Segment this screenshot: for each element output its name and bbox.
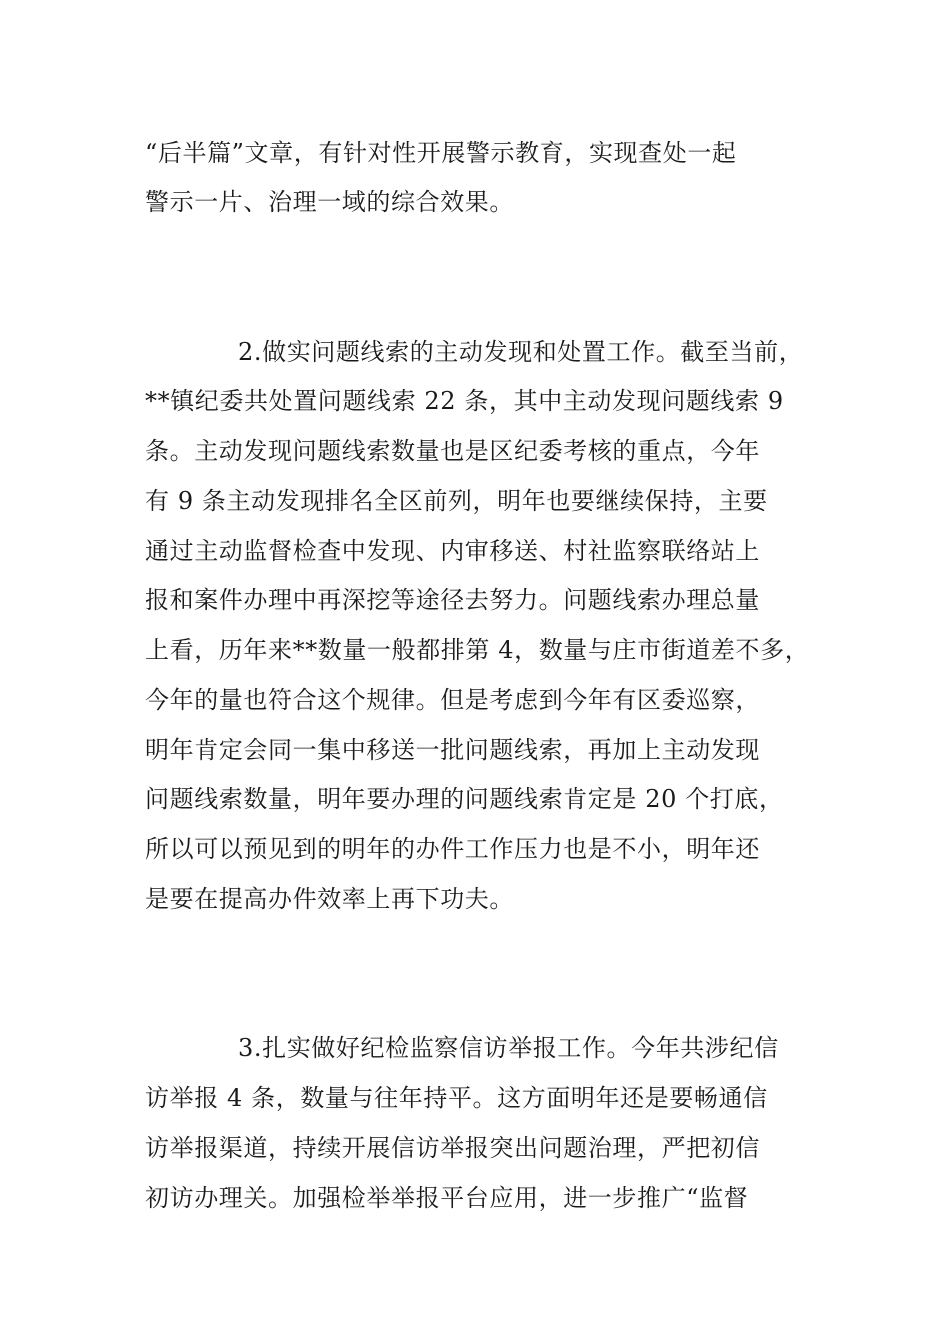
text-line: 初访办理关。加强检举举报平台应用，进一步推广“监督: [145, 1184, 749, 1212]
text-line: 今年的量也符合这个规律。但是考虑到今年有区委巡察，: [145, 686, 760, 714]
text-line: 问题线索数量，明年要办理的问题线索肯定是 20 个打底，: [145, 785, 784, 813]
text-line: “后半篇”文章，有针对性开展警示教育，实现查处一起: [145, 139, 737, 167]
text-line: 条。主动发现问题线索数量也是区纪委考核的重点，今年: [145, 437, 760, 465]
text-line: 所以可以预见到的明年的办件工作压力也是不小，明年还: [145, 835, 760, 863]
text-line: 有 9 条主动发现排名全区前列，明年也要继续保持，主要: [145, 487, 768, 515]
text-line: 警示一片、治理一域的综合效果。: [145, 188, 514, 216]
text-line: 是要在提高办件效率上再下功夫。: [145, 885, 514, 913]
text-line: 访举报 4 条，数量与往年持平。这方面明年还是要畅通信: [145, 1084, 768, 1112]
text-line: 通过主动监督检查中发现、内审移送、村社监察联络站上: [145, 537, 760, 565]
paragraph-heading-line: 2.做实问题线索的主动发现和处置工作。截至当前，: [238, 338, 804, 366]
text-line: 上看，历年来**数量一般都排第 4，数量与庄市街道差不多，: [145, 636, 810, 664]
text-line: 报和案件办理中再深挖等途径去努力。问题线索办理总量: [145, 586, 760, 614]
text-line: 明年肯定会同一集中移送一批问题线索，再加上主动发现: [145, 736, 760, 764]
text-line: 访举报渠道，持续开展信访举报突出问题治理，严把初信: [145, 1134, 760, 1162]
text-line: **镇纪委共处置问题线索 22 条，其中主动发现问题线索 9: [145, 387, 784, 415]
paragraph-heading-line: 3.扎实做好纪检监察信访举报工作。今年共涉纪信: [238, 1034, 779, 1062]
